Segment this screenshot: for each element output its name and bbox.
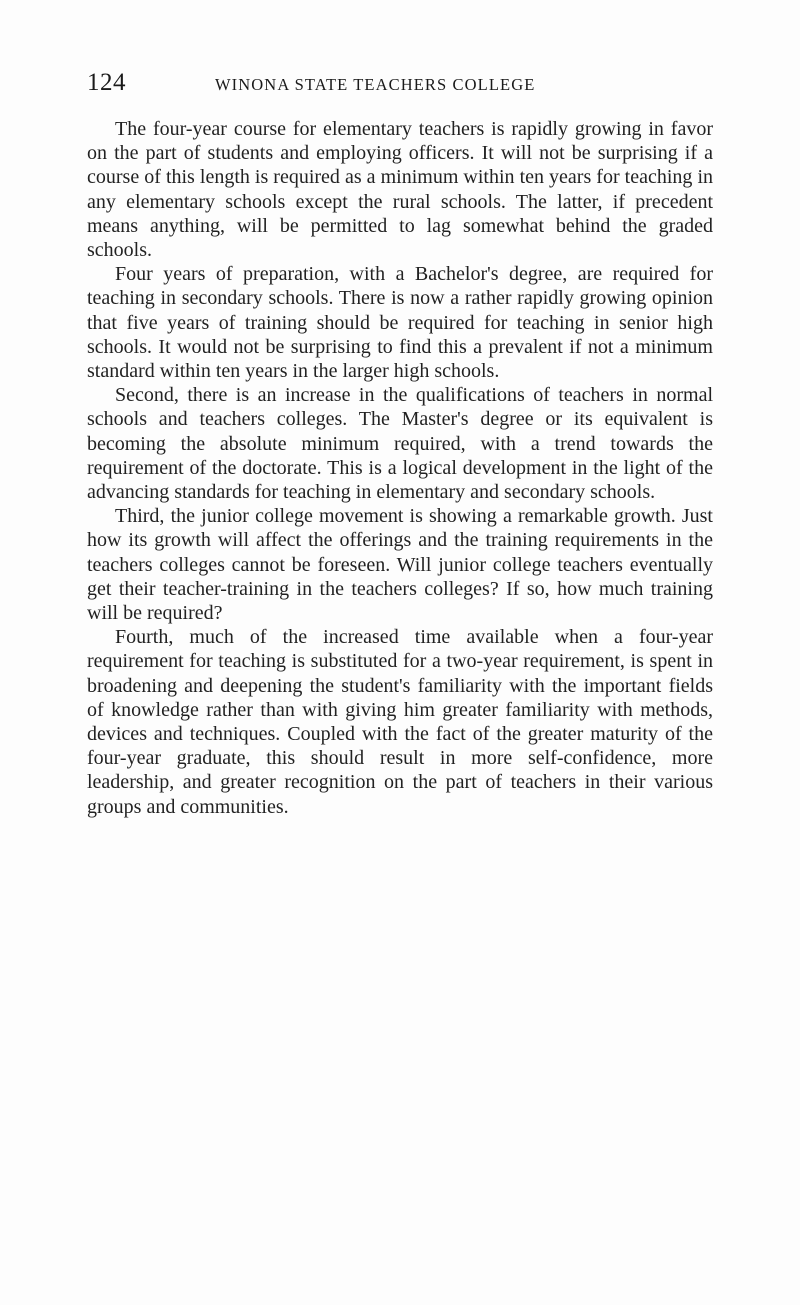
page-number: 124 <box>87 69 126 96</box>
paragraph-secondary-preparation: Four years of preparation, with a Bachelor's degree, are required for teaching in secondary schools. There is now a rather rapidly growing opinion that five years of training should be required for teaching in senior high schools. It would not be surprising to find this a prevalent if not a minimum standard within ten years in the larger high schools. <box>87 263 713 383</box>
page-header <box>87 68 727 102</box>
body-text <box>87 117 713 819</box>
paragraph-elementary-course: The four-year course for elementary teachers is rapidly growing in favor on the part of students and employing officers. It will not be surprising if a course of this length is required as a minimum within ten years for teaching in any elementary schools except the rural schools. The latter, if precedent means anything, will be permitted to lag somewhat behind the graded schools. <box>87 118 713 262</box>
running-title: WINONA STATE TEACHERS COLLEGE <box>215 75 536 94</box>
paragraph-broadening-knowledge: Fourth, much of the increased time available when a four-year requirement for teaching is substituted for a two-year requirement, is spent in broadening and deepening the student's familiarity with the important fields of knowledge rather than with giving him greater familiarity with methods, devices and techniques. Coupled with the fact of the greater maturity of the four-year graduate, this should result in more self-confidence, more leadership, and greater recognition on the part of teachers in their various groups and communities. <box>87 626 713 818</box>
paragraph-junior-college: Third, the junior college movement is showing a remarkable growth. Just how its growth will affect the offerings and the training requirements in the teachers colleges cannot be foreseen. Will junior college teachers eventually get their teacher-training in the teachers colleges? If so, how much training will be required? <box>87 505 713 625</box>
paragraph-teacher-qualifications: Second, there is an increase in the qualifications of teachers in normal schools and teachers colleges. The Master's degree or its equivalent is becoming the absolute minimum required, with a trend towards the requirement of the doctorate. This is a logical development in the light of the advancing standards for teaching in elementary and secondary schools. <box>87 384 713 504</box>
